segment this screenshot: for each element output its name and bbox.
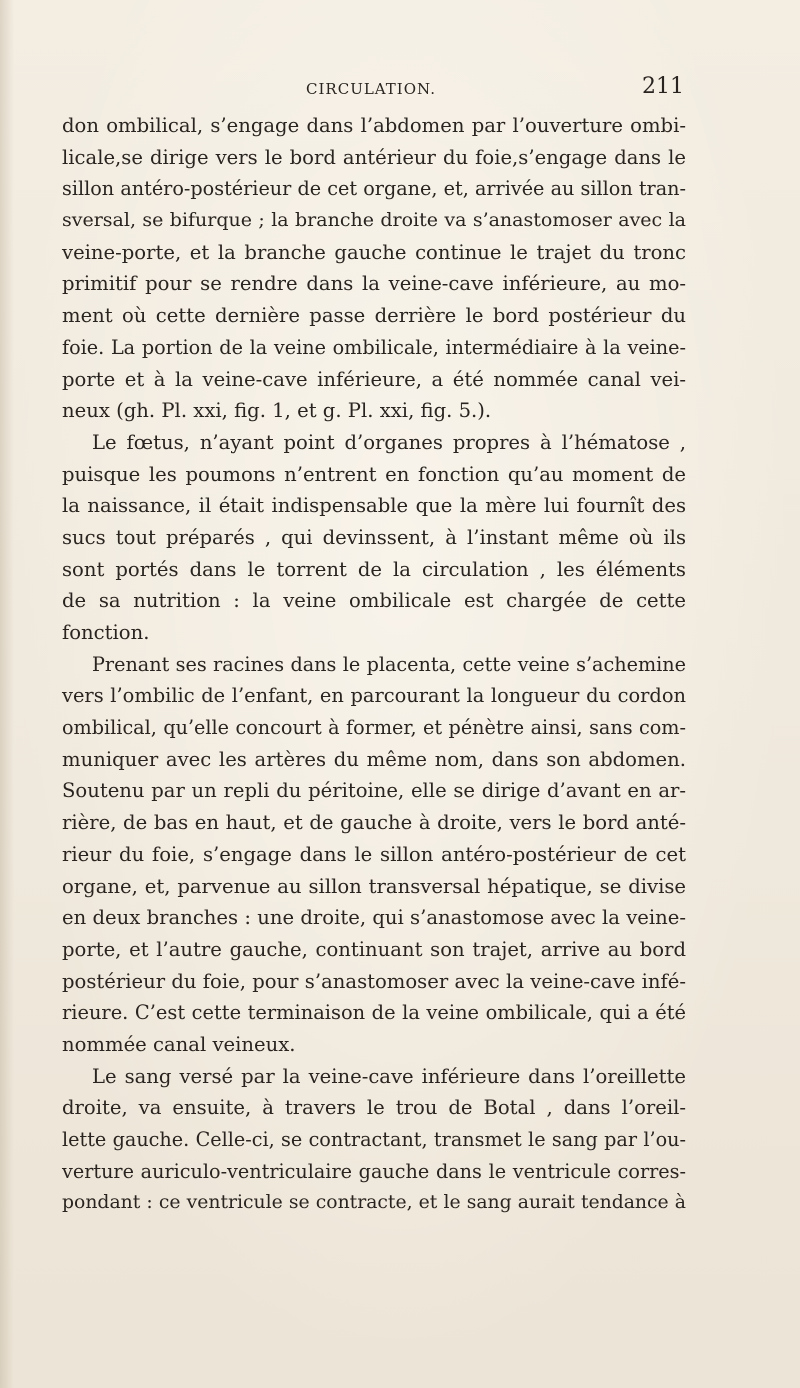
page-gutter-shadow	[0, 0, 14, 1388]
text-line: primitif pour se rendre dans la veine-cave inférieure, au mo-	[62, 272, 686, 296]
page-number: 211	[642, 74, 684, 99]
text-line: fonction.	[62, 621, 150, 644]
text-line: nommée canal veineux.	[62, 1032, 296, 1056]
text-line: don ombilical, s’engage dans l’abdomen par l’ouverture ombi-	[62, 114, 686, 137]
text-line: foie. La portion de la veine ombilicale, intermédiaire à la veine-	[62, 335, 686, 359]
text-line: la naissance, il était indispensable que la mère lui fournît des	[62, 494, 686, 518]
text-line: droite, va ensuite, à travers le trou de Botal , dans l’oreil-	[62, 1096, 686, 1120]
text-line: Le sang versé par la veine-cave inférieure dans l’oreillette	[92, 1064, 686, 1088]
text-line: ment où cette dernière passe derrière le bord postérieur du	[62, 304, 686, 328]
text-line: veine-porte, et la branche gauche continue le trajet du tronc	[62, 240, 686, 264]
text-line: vers l’ombilic de l’enfant, en parcourant la longueur du cordon	[62, 684, 686, 708]
text-line: pondant : ce ventricule se contracte, et le sang aurait tendance à	[62, 1192, 686, 1214]
text-line: postérieur du foie, pour s’anastomoser avec la veine-cave infé-	[62, 969, 686, 993]
text-line: porte et à la veine-cave inférieure, a été nommée canal vei-	[62, 367, 686, 391]
text-line: puisque les poumons n’entrent en fonction qu’au moment de	[62, 462, 686, 486]
text-line: verture auriculo-ventriculaire gauche dans le ventricule corres-	[62, 1159, 686, 1183]
text-line: sont portés dans le torrent de la circulation , les éléments	[62, 557, 686, 581]
running-head	[58, 74, 684, 102]
text-line: ombilical, qu’elle concourt à former, et pénètre ainsi, sans com-	[62, 716, 686, 740]
text-line: lette gauche. Celle-ci, se contractant, transmet le sang par l’ou-	[62, 1128, 686, 1151]
text-line: porte, et l’autre gauche, continuant son trajet, arrive au bord	[62, 937, 686, 961]
body-text	[62, 110, 686, 1219]
text-line: rière, de bas en haut, et de gauche à droite, vers le bord anté-	[62, 811, 686, 835]
text-line: licale,se dirige vers le bord antérieur du foie,s’engage dans le	[62, 145, 686, 169]
running-title: CIRCULATION.	[306, 80, 436, 98]
text-line: muniquer avec les artères du même nom, dans son abdomen.	[62, 747, 686, 771]
text-line: sucs tout préparés , qui devinssent, à l’instant même où ils	[62, 525, 686, 549]
text-line: sversal, se bifurque ; la branche droite va s’anastomoser avec la	[62, 209, 686, 232]
text-line: Prenant ses racines dans le placenta, cette veine s’achemine	[92, 652, 686, 676]
text-line: rieur du foie, s’engage dans le sillon antéro-postérieur de cet	[62, 842, 686, 866]
text-line: sillon antéro-postérieur de cet organe, et, arrivée au sillon tran-	[62, 177, 686, 201]
text-line: Soutenu par un repli du péritoine, elle se dirige d’avant en ar-	[62, 779, 686, 803]
text-line: neux (gh. Pl. xxi, fig. 1, et g. Pl. xxi, fig. 5.).	[62, 399, 492, 423]
text-line: rieure. C’est cette terminaison de la veine ombilicale, qui a été	[62, 1001, 686, 1025]
text-line: Le fœtus, n’ayant point d’organes propres à l’hématose ,	[92, 430, 686, 454]
text-line: organe, et, parvenue au sillon transversal hépatique, se divise	[62, 874, 686, 898]
text-line: de sa nutrition : la veine ombilicale est chargée de cette	[62, 589, 686, 613]
text-line: en deux branches : une droite, qui s’anastomose avec la veine-	[62, 906, 686, 930]
